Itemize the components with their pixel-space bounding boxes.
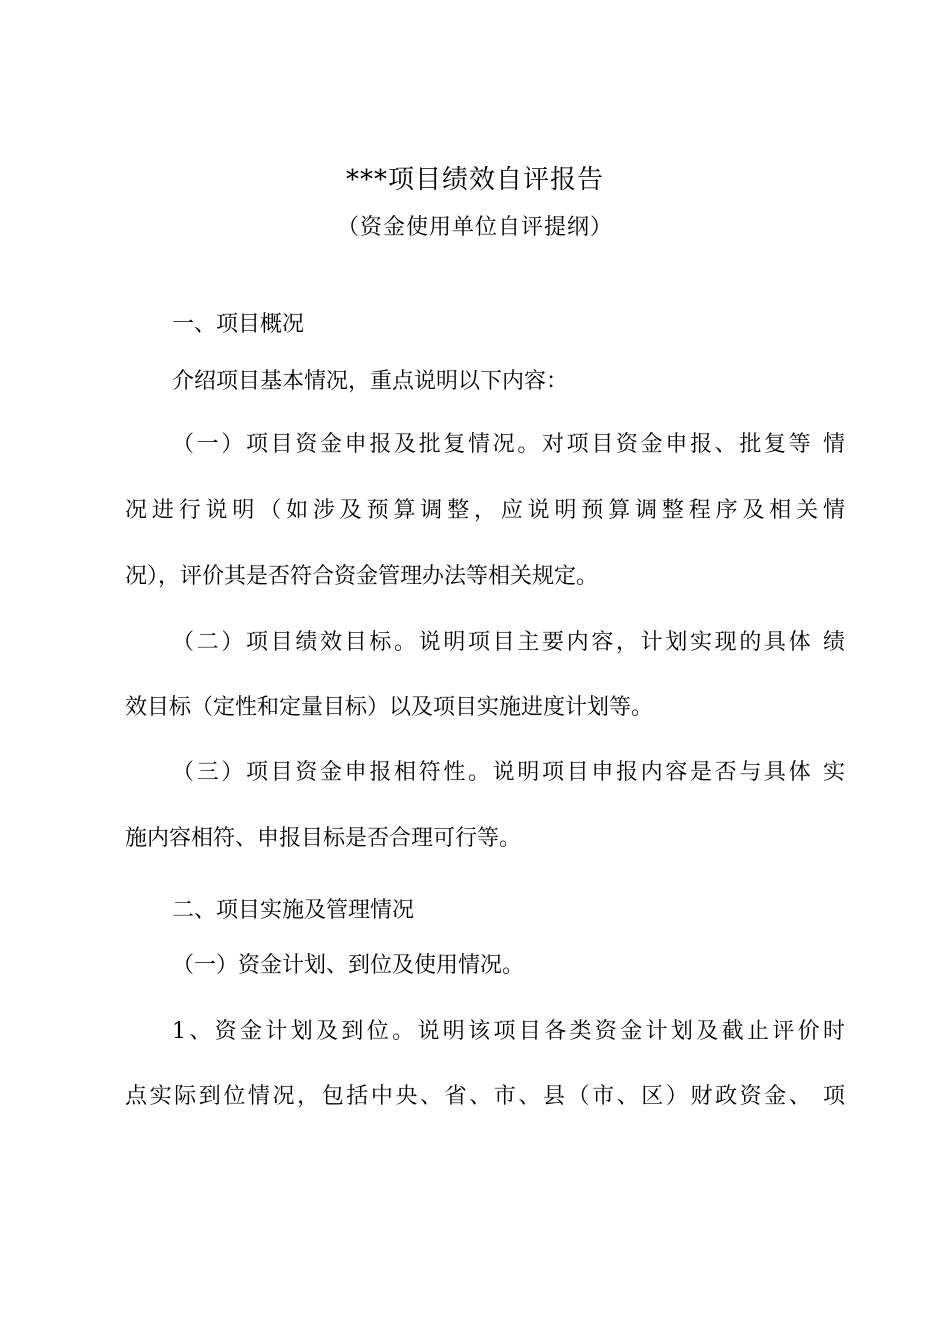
paragraph-line: 点实际到位情况，包括中央、省、市、县（市、区）财政资金、 项 — [125, 1084, 845, 1109]
paragraph-line: 效目标（定性和定量目标）以及项目实施进度计划等。 — [125, 695, 654, 720]
paragraph-line: 况进行说明（如涉及预算调整，应说明预算调整程序及相关情 — [125, 498, 845, 523]
paragraph-line: 1、资金计划及到位。说明该项目各类资金计划及截止评价时 — [172, 1019, 845, 1044]
section-heading-implementation: 二、项目实施及管理情况 — [172, 898, 415, 923]
section-heading-overview: 一、项目概况 — [172, 312, 305, 337]
paragraph-line: （一）资金计划、到位及使用情况。 — [172, 953, 525, 978]
document-subtitle: （资金使用单位自评提纲） — [336, 215, 613, 240]
document-title: ***项目绩效自评报告 — [345, 165, 604, 195]
paragraph-line: 施内容相符、申报目标是否合理可行等。 — [125, 826, 522, 851]
paragraph-line: （一）项目资金申报及批复情况。对项目资金申报、批复等 情 — [172, 432, 845, 457]
paragraph-line: 介绍项目基本情况，重点说明以下内容： — [172, 369, 569, 394]
paragraph-line: （二）项目绩效目标。说明项目主要内容，计划实现的具体 绩 — [172, 630, 845, 655]
paragraph-line: （三）项目资金申报相符性。说明项目申报内容是否与具体 实 — [172, 760, 845, 785]
paragraph-line: 况），评价其是否符合资金管理办法等相关规定。 — [125, 564, 599, 589]
